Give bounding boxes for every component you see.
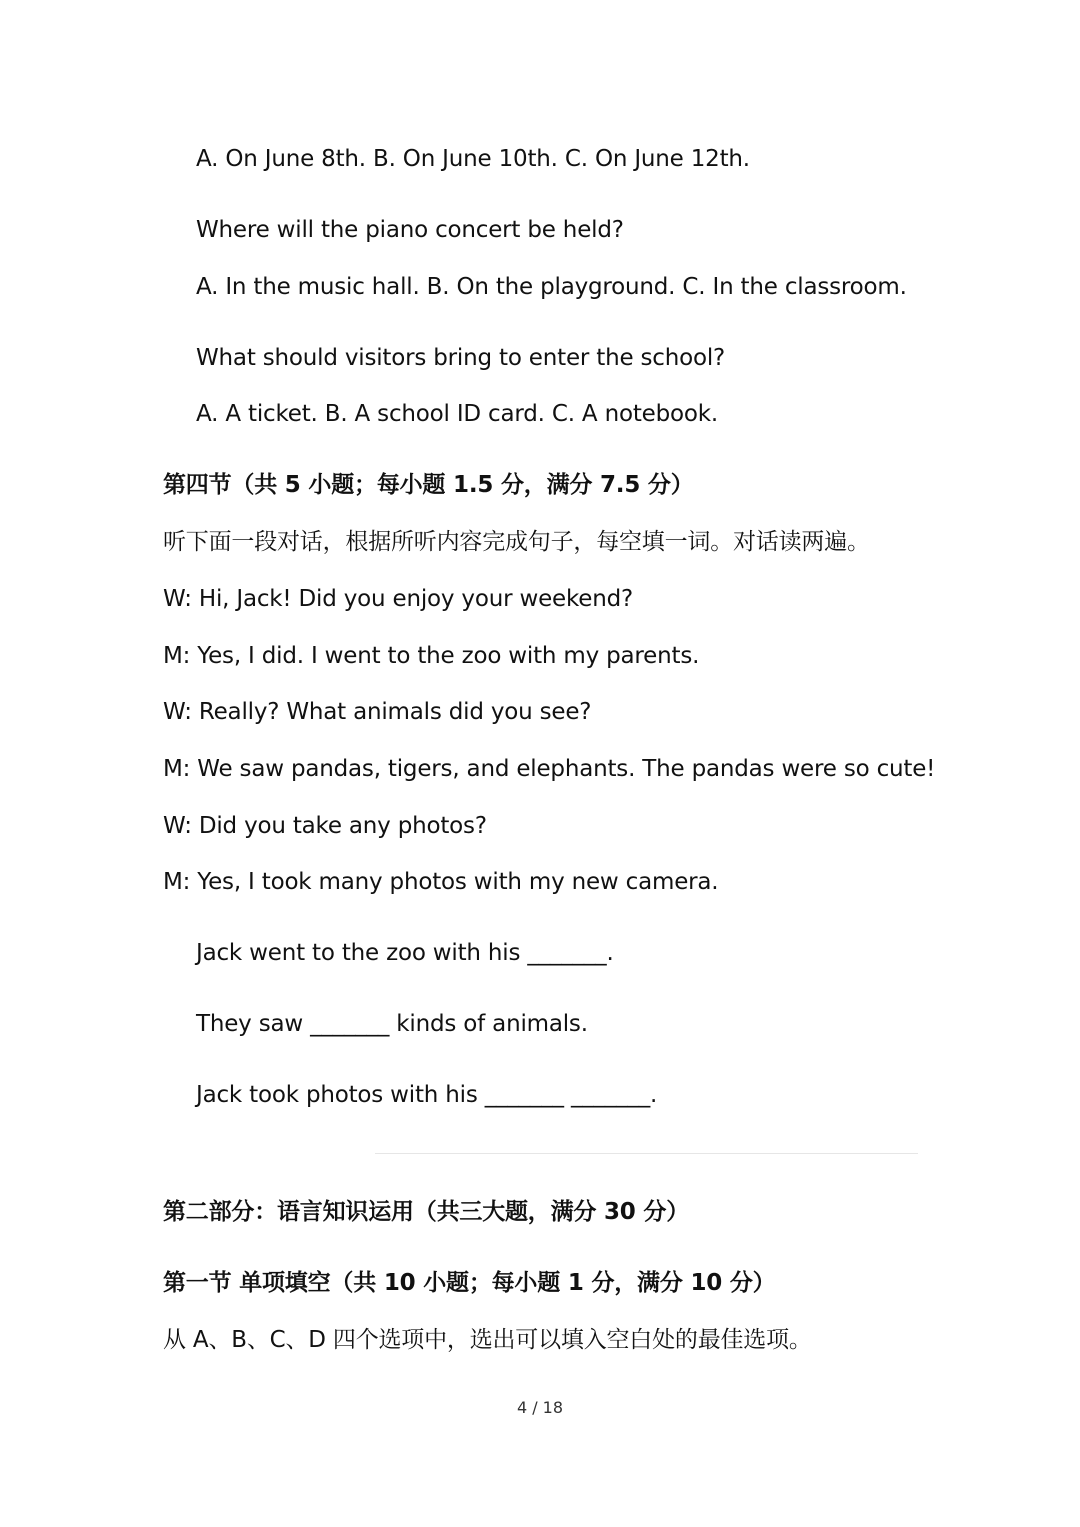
question-2-options: A. In the music hall. B. On the playground. C. In the classroom. xyxy=(196,274,907,300)
fill-blank-question: Jack took photos with his _______ _______. xyxy=(196,1082,658,1108)
question-2: Where will the piano concert be held? xyxy=(196,217,624,243)
part-2-heading: 第二部分：语言知识运用（共三大题，满分 30 分） xyxy=(163,1199,690,1225)
question-options-1: A. On June 8th. B. On June 10th. C. On June 12th. xyxy=(196,146,750,172)
question-3: What should visitors bring to enter the school? xyxy=(196,345,726,371)
divider xyxy=(375,1153,918,1154)
dialogue-line: M: We saw pandas, tigers, and elephants. The pandas were so cute! xyxy=(163,756,936,782)
fill-blank-question: Jack went to the zoo with his _______. xyxy=(196,940,614,966)
part-2-section-1-instruction: 从 A、B、C、D 四个选项中，选出可以填入空白处的最佳选项。 xyxy=(163,1327,812,1353)
section-4-instruction: 听下面一段对话，根据所听内容完成句子，每空填一词。对话读两遍。 xyxy=(163,529,870,555)
dialogue-line: M: Yes, I took many photos with my new camera. xyxy=(163,869,719,895)
dialogue-line: W: Hi, Jack! Did you enjoy your weekend? xyxy=(163,586,634,612)
fill-blank-question: They saw _______ kinds of animals. xyxy=(196,1011,588,1037)
page-number: 4 / 18 xyxy=(516,1398,564,1417)
question-3-options: A. A ticket. B. A school ID card. C. A notebook. xyxy=(196,401,718,427)
section-4-heading: 第四节（共 5 小题；每小题 1.5 分，满分 7.5 分） xyxy=(163,472,694,498)
dialogue-line: W: Really? What animals did you see? xyxy=(163,699,592,725)
part-2-section-1-heading: 第一节 单项填空（共 10 小题；每小题 1 分，满分 10 分） xyxy=(163,1270,776,1296)
dialogue-line: W: Did you take any photos? xyxy=(163,813,487,839)
dialogue-line: M: Yes, I did. I went to the zoo with my parents. xyxy=(163,643,700,669)
